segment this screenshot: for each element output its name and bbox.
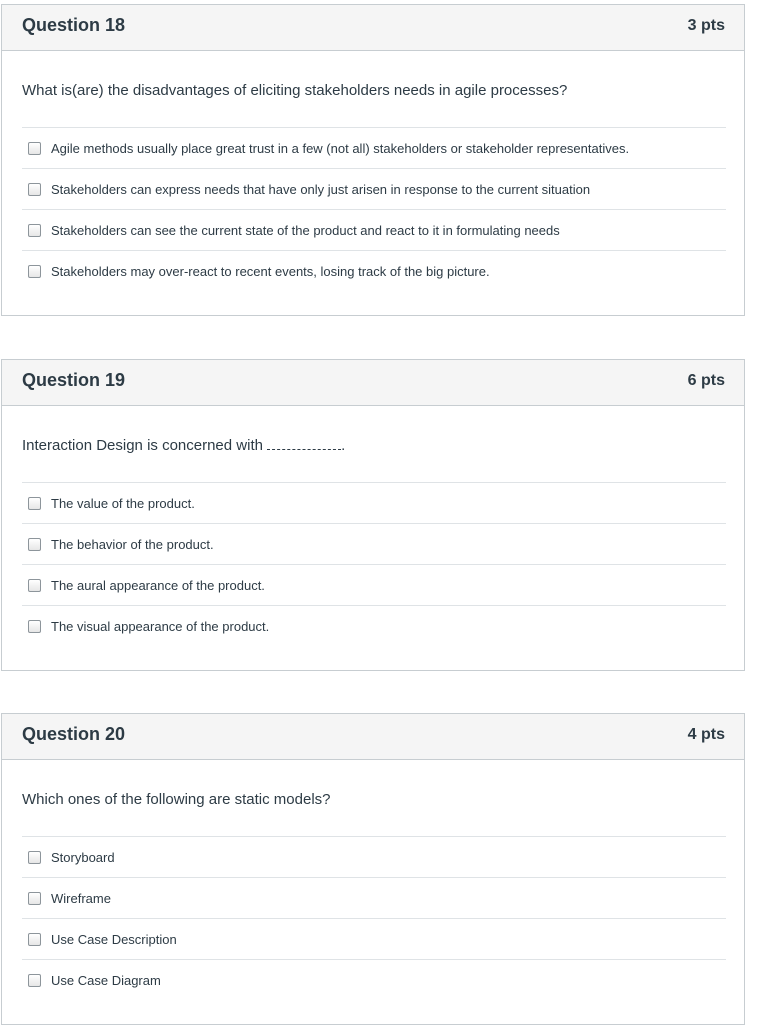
answer-option[interactable] [22, 127, 726, 168]
answer-label[interactable]: Use Case Description [51, 931, 177, 947]
question-points: 3 pts [687, 17, 725, 34]
answer-option[interactable] [22, 482, 726, 523]
answer-checkbox[interactable] [28, 224, 41, 237]
answer-label[interactable]: Stakeholders may over-react to recent events, losing track of the big picture. [51, 263, 490, 279]
answer-option[interactable] [22, 918, 726, 959]
answer-option[interactable] [22, 836, 726, 877]
answer-option[interactable] [22, 605, 726, 646]
question-title: Question 20 [22, 724, 126, 744]
answer-checkbox[interactable] [28, 974, 41, 987]
question-header [2, 714, 744, 760]
question-text-suffix: . [341, 437, 346, 454]
question-card [1, 4, 745, 316]
answer-list [22, 127, 726, 291]
answer-checkbox[interactable] [28, 892, 41, 905]
answer-option[interactable] [22, 564, 726, 605]
answer-label[interactable]: Wireframe [51, 890, 111, 906]
answer-label[interactable]: The value of the product. [51, 495, 195, 511]
answer-checkbox[interactable] [28, 265, 41, 278]
answer-option[interactable] [22, 168, 726, 209]
answer-option[interactable] [22, 209, 726, 250]
question-header [2, 360, 744, 406]
answer-checkbox[interactable] [28, 851, 41, 864]
answer-list [22, 482, 726, 646]
answer-label[interactable]: Stakeholders can express needs that have only just arisen in response to the current situation [51, 181, 591, 197]
answer-label[interactable]: Storyboard [51, 849, 115, 865]
question-points: 6 pts [687, 372, 725, 389]
answer-checkbox[interactable] [28, 538, 41, 551]
fill-in-blank [267, 449, 341, 450]
question-header [2, 5, 744, 51]
answer-option[interactable] [22, 250, 726, 291]
question-text [22, 437, 345, 454]
answer-label[interactable]: The behavior of the product. [51, 536, 214, 552]
answer-checkbox[interactable] [28, 183, 41, 196]
answer-checkbox[interactable] [28, 579, 41, 592]
question-text-main: Interaction Design is concerned with [22, 437, 263, 454]
answer-label[interactable]: The visual appearance of the product. [51, 618, 270, 634]
question-card [1, 713, 745, 1025]
answer-option[interactable] [22, 523, 726, 564]
answer-label[interactable]: Stakeholders can see the current state of the product and react to it in formulating needs [51, 222, 560, 238]
answer-label[interactable]: Agile methods usually place great trust in a few (not all) stakeholders or stakeholder representatives. [51, 140, 630, 156]
answer-checkbox[interactable] [28, 142, 41, 155]
answer-label[interactable]: The aural appearance of the product. [51, 577, 265, 593]
question-points: 4 pts [687, 726, 725, 743]
question-title: Question 19 [22, 370, 126, 390]
question-card [1, 359, 745, 671]
question-title: Question 18 [22, 15, 126, 35]
answer-checkbox[interactable] [28, 497, 41, 510]
answer-option[interactable] [22, 877, 726, 918]
question-text: What is(are) the disadvantages of eliciting stakeholders needs in agile processes? [22, 82, 568, 99]
answer-option[interactable] [22, 959, 726, 1000]
answer-label[interactable]: Use Case Diagram [51, 972, 161, 988]
answer-checkbox[interactable] [28, 933, 41, 946]
answer-list [22, 836, 726, 1000]
question-text: Which ones of the following are static models? [22, 791, 331, 808]
answer-checkbox[interactable] [28, 620, 41, 633]
